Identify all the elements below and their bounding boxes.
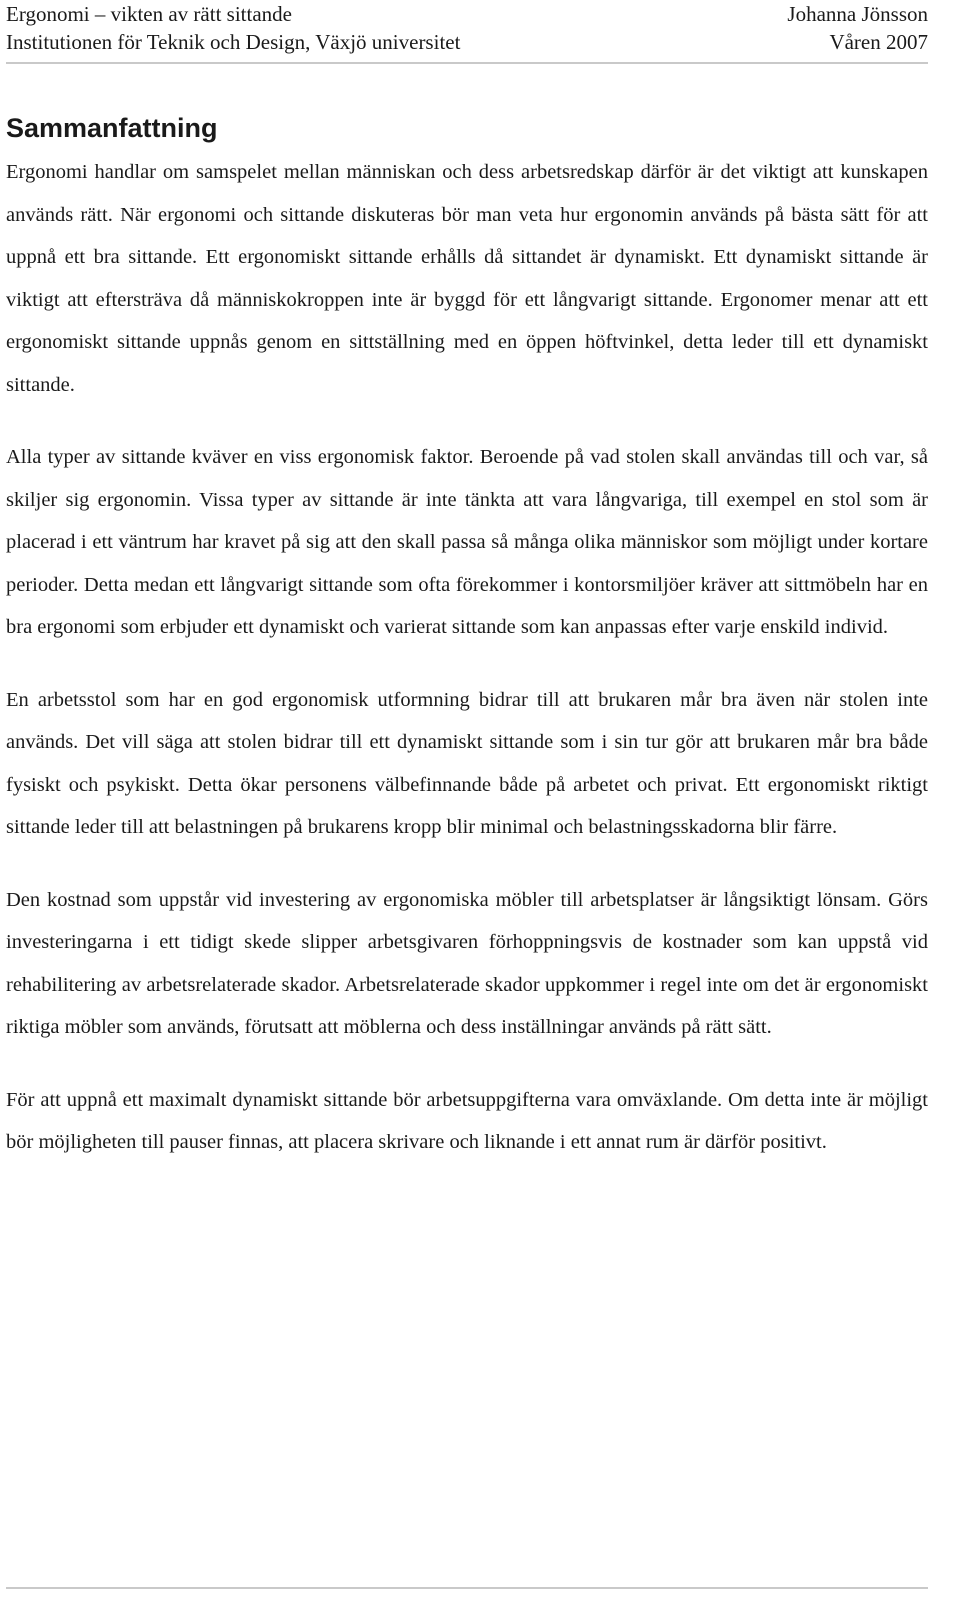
paragraph: För att uppnå ett maximalt dynamiskt sittande bör arbetsuppgifterna vara omväxlande. Om detta inte är möjligt bör möjligheten till pauser finnas, att placera skrivare och liknande i ett annat rum är därför positivt.	[6, 1088, 928, 1153]
section-heading: Sammanfattning	[6, 113, 218, 143]
author-name: Johanna Jönsson	[787, 2, 928, 26]
paragraph: Ergonomi handlar om samspelet mellan människan och dess arbetsredskap därför är det viktigt att kunskapen används rätt. När ergonomi och sittande diskuteras bör man veta hur ergonomin används på bästa sätt för att uppnå ett bra sittande. Ett ergonomiskt sittande erhålls då sittandet är dynamiskt. Ett dynamiskt sittande är viktigt att eftersträva då människokroppen inte är byggd för ett långvarigt sittande. Ergonomer menar att ett ergonomiskt sittande uppnås genom en sittställning med en öppen höftvinkel, detta leder till ett dynamiskt sittande.	[6, 161, 928, 396]
header-divider	[6, 62, 928, 64]
header-row-top	[6, 0, 928, 28]
course-title: Ergonomi – vikten av rätt sittande	[6, 2, 292, 26]
header-row-bottom	[6, 28, 928, 56]
paragraph: En arbetsstol som har en god ergonomisk utformning bidrar till att brukaren mår bra även när stolen inte används. Det vill säga att stolen bidrar till ett dynamiskt sittande som i sin tur gör att brukaren mår bra både fysiskt och psykiskt. Detta ökar personens välbefinnande både på arbetet och privat. Ett ergonomiskt riktigt sittande leder till att belastningen på brukarens kropp blir minimal och belastningsskadorna blir färre.	[6, 688, 928, 838]
paragraph: Alla typer av sittande kväver en viss ergonomisk faktor. Beroende på vad stolen skall användas till och var, så skiljer sig ergonomin. Vissa typer av sittande är inte tänkta att vara långvariga, till exempel en stol som är placerad i ett väntrum har kravet på sig att den skall passa så många olika människor som möjligt under kortare perioder. Detta medan ett långvarigt sittande som ofta förekommer i kontorsmiljöer kräver att sittmöbeln har en bra ergonomi som erbjuder ett dynamiskt och varierat sittande som kan anpassas efter varje enskild individ.	[6, 446, 928, 638]
running-header	[6, 0, 928, 56]
term-label: Våren 2007	[829, 30, 928, 54]
footer-divider	[6, 1587, 928, 1589]
summary-body	[6, 151, 928, 1194]
institution-name: Institutionen för Teknik och Design, Växjö universitet	[6, 30, 461, 54]
paragraph: Den kostnad som uppstår vid investering av ergonomiska möbler till arbetsplatser är långsiktigt lönsam. Görs investeringarna i ett tidigt skede slipper arbetsgivaren förhoppningsvis de kostnader som kan uppstå vid rehabilitering av arbetsrelaterade skador. Arbetsrelaterade skador uppkommer i regel inte om det är ergonomiskt riktiga möbler som används, förutsatt att möblerna och dess inställningar används på rätt sätt.	[6, 888, 928, 1038]
